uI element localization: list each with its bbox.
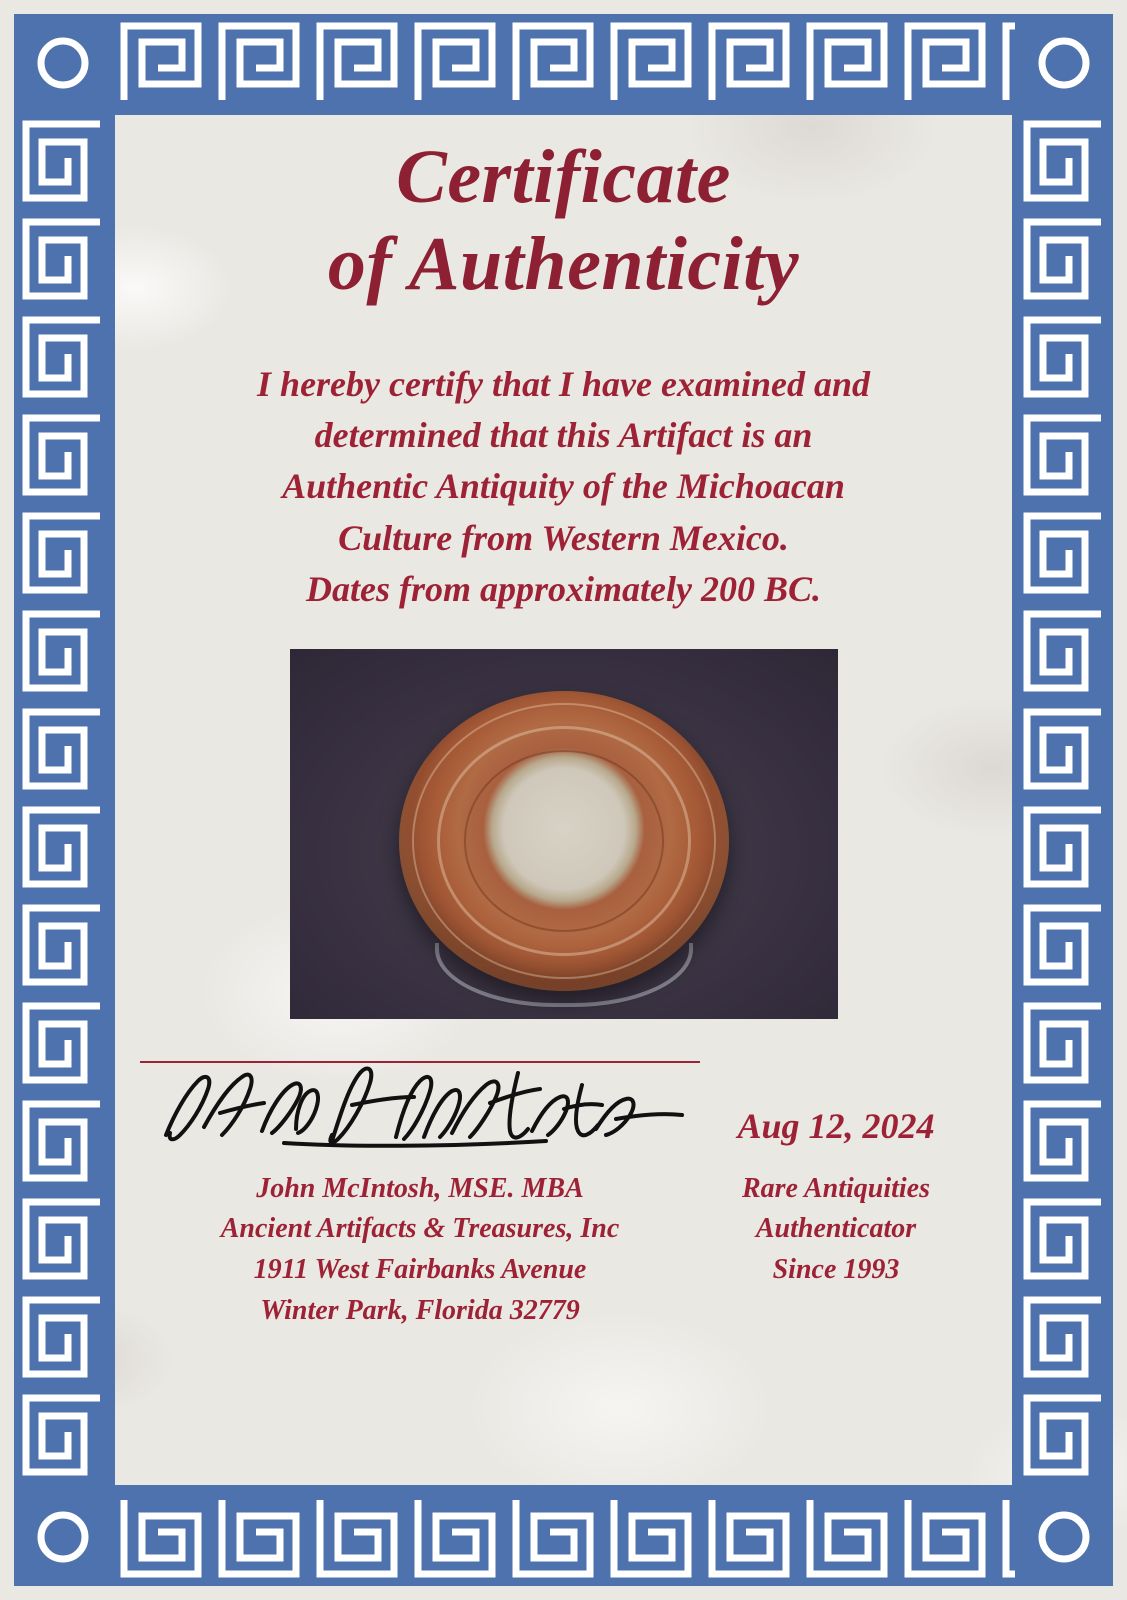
statement-line: I hereby certify that I have examined and [257, 364, 870, 405]
issue-date: Aug 12, 2024 [737, 1105, 935, 1146]
greek-key-pattern-icon [14, 14, 1113, 112]
greek-key-pattern-icon [14, 1488, 1113, 1586]
signatory-block [120, 1061, 720, 1331]
signatory-company: Ancient Artifacts & Treasures, Inc [220, 1213, 620, 1245]
greek-key-pattern-icon [14, 112, 112, 1488]
greek-key-border-top [14, 14, 1113, 112]
title-line-2: of Authenticity [327, 221, 800, 306]
bowl-decorative-ring [464, 750, 664, 932]
greek-key-border-left [14, 112, 112, 1488]
certification-statement [110, 359, 1017, 615]
greek-key-border-bottom [14, 1488, 1113, 1586]
statement-line: Culture from Western Mexico. [338, 517, 789, 558]
statement-line: Dates from approximately 200 BC. [306, 568, 821, 609]
certificate-content [110, 110, 1017, 1490]
signature-area [110, 1061, 1017, 1361]
page-title [110, 134, 1017, 307]
statement-line: determined that this Artifact is an [314, 415, 813, 456]
signatory-street: 1911 West Fairbanks Avenue [253, 1253, 587, 1285]
greek-key-pattern-icon [1015, 112, 1113, 1488]
ceramic-bowl [399, 691, 729, 991]
credential-line: Since 1993 [772, 1253, 900, 1285]
handwritten-signature-icon [146, 1057, 686, 1157]
title-line-1: Certificate [396, 135, 731, 219]
statement-line: Authentic Antiquity of the Michoacan [282, 466, 845, 507]
issue-block [671, 1061, 1001, 1291]
signatory-city-state-zip: Winter Park, Florida 32779 [260, 1294, 580, 1326]
greek-key-border-right [1015, 112, 1113, 1488]
credential-line: Authenticator [755, 1213, 917, 1245]
artifact-photo [290, 649, 838, 1019]
credential-line: Rare Antiquities [741, 1172, 930, 1204]
signature-image [120, 1061, 720, 1157]
signatory-details [120, 1157, 720, 1331]
credential-details [671, 1147, 1001, 1291]
signatory-name: John McIntosh, MSE. MBA [256, 1172, 584, 1204]
